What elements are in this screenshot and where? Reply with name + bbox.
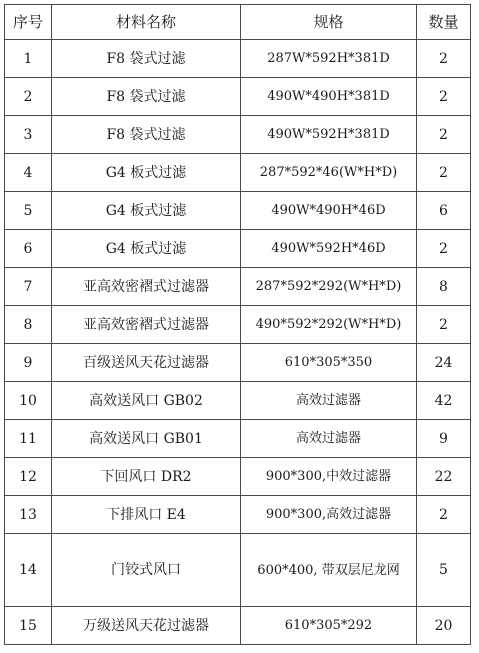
row-specification: 490W*592H*46D [241,230,417,268]
row-quantity: 2 [417,78,471,116]
row-quantity: 5 [417,534,471,607]
header-material-name: 材料名称 [52,5,241,40]
row-serial-number: 4 [5,154,52,192]
row-material-name: 门铰式风口 [52,534,241,607]
table-row [5,607,471,645]
table-row [5,230,471,268]
row-specification: 287*592*46(W*H*D) [241,154,417,192]
row-material-name: G4 板式过滤 [52,192,241,230]
row-quantity: 2 [417,154,471,192]
table-body [5,40,471,645]
row-serial-number: 11 [5,420,52,458]
table-row [5,78,471,116]
row-specification: 490W*490H*46D [241,192,417,230]
row-quantity: 22 [417,458,471,496]
row-serial-number: 9 [5,344,52,382]
table-row [5,192,471,230]
row-quantity: 2 [417,40,471,78]
row-quantity: 42 [417,382,471,420]
row-specification: 490*592*292(W*H*D) [241,306,417,344]
table-row [5,420,471,458]
row-material-name: 万级送风天花过滤器 [52,607,241,645]
row-specification: 490W*592H*381D [241,116,417,154]
row-material-name: G4 板式过滤 [52,154,241,192]
row-specification: 287W*592H*381D [241,40,417,78]
row-material-name: 下回风口 DR2 [52,458,241,496]
row-quantity: 6 [417,192,471,230]
row-serial-number: 7 [5,268,52,306]
table-row [5,40,471,78]
row-serial-number: 5 [5,192,52,230]
header-specification: 规格 [241,5,417,40]
row-quantity: 2 [417,116,471,154]
table-row [5,268,471,306]
row-serial-number: 8 [5,306,52,344]
row-material-name: 高效送风口 GB01 [52,420,241,458]
row-material-name: 亚高效密褶式过滤器 [52,268,241,306]
row-serial-number: 12 [5,458,52,496]
table-row [5,534,471,607]
row-serial-number: 1 [5,40,52,78]
row-material-name: F8 袋式过滤 [52,40,241,78]
row-material-name: 高效送风口 GB02 [52,382,241,420]
table-row [5,116,471,154]
table-row [5,154,471,192]
table-header [5,5,471,40]
row-material-name: G4 板式过滤 [52,230,241,268]
row-specification: 900*300,高效过滤器 [241,496,417,534]
table-row [5,306,471,344]
header-serial-number: 序号 [5,5,52,40]
row-material-name: F8 袋式过滤 [52,78,241,116]
row-quantity: 2 [417,230,471,268]
row-specification: 高效过滤器 [241,382,417,420]
row-serial-number: 13 [5,496,52,534]
row-specification: 900*300,中效过滤器 [241,458,417,496]
row-specification: 高效过滤器 [241,420,417,458]
row-serial-number: 14 [5,534,52,607]
row-quantity: 2 [417,496,471,534]
row-quantity: 8 [417,268,471,306]
row-quantity: 9 [417,420,471,458]
row-specification: 610*305*292 [241,607,417,645]
row-quantity: 2 [417,306,471,344]
row-specification: 490W*490H*381D [241,78,417,116]
row-specification: 287*592*292(W*H*D) [241,268,417,306]
table-row [5,382,471,420]
row-material-name: 下排风口 E4 [52,496,241,534]
row-material-name: F8 袋式过滤 [52,116,241,154]
materials-spec-table [4,4,471,645]
row-specification: 610*305*350 [241,344,417,382]
row-serial-number: 6 [5,230,52,268]
header-quantity: 数量 [417,5,471,40]
row-quantity: 20 [417,607,471,645]
row-serial-number: 15 [5,607,52,645]
row-serial-number: 10 [5,382,52,420]
table-row [5,344,471,382]
table-row [5,458,471,496]
row-specification: 600*400, 带双层尼龙网 [241,534,417,607]
table-row [5,496,471,534]
row-quantity: 24 [417,344,471,382]
row-serial-number: 2 [5,78,52,116]
header-row [5,5,471,40]
row-material-name: 百级送风天花过滤器 [52,344,241,382]
row-serial-number: 3 [5,116,52,154]
row-material-name: 亚高效密褶式过滤器 [52,306,241,344]
